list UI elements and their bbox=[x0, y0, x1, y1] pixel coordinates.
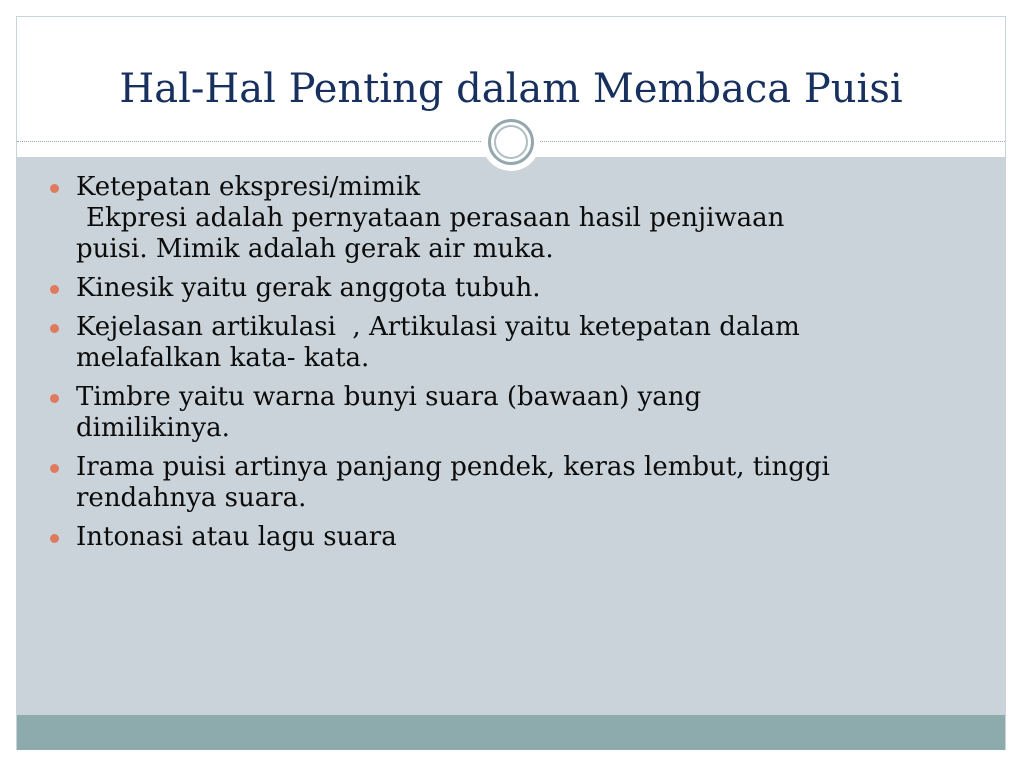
bottom-band bbox=[17, 715, 1005, 750]
bullet-item bbox=[30, 312, 980, 374]
bullet-dot-icon bbox=[50, 464, 59, 473]
circle-ornament-icon bbox=[482, 113, 540, 171]
bullet-item bbox=[30, 273, 980, 304]
bullet-dot-icon bbox=[50, 285, 59, 294]
bullet-dot-icon bbox=[50, 534, 59, 543]
bullet-text: Timbre yaitu warna bunyi suara (bawaan) yang bbox=[76, 382, 702, 412]
slide-title: Hal-Hal Penting dalam Membaca Puisi bbox=[119, 66, 903, 112]
bullet-item bbox=[30, 382, 980, 444]
bullet-subtext: puisi. Mimik adalah gerak air muka. bbox=[76, 234, 554, 264]
bullet-item bbox=[30, 452, 980, 514]
bullet-list bbox=[30, 172, 980, 561]
bullet-text: dimilikinya. bbox=[76, 413, 230, 443]
bullet-text: melafalkan kata- kata. bbox=[76, 343, 370, 373]
bullet-text: Intonasi atau lagu suara bbox=[76, 522, 397, 552]
bullet-text: Ketepatan ekspresi/mimik bbox=[76, 172, 421, 202]
bullet-item bbox=[30, 172, 980, 265]
bullet-dot-icon bbox=[50, 324, 59, 333]
bullet-subtext: Ekpresi adalah pernyataan perasaan hasil penjiwaan bbox=[86, 203, 785, 233]
bullet-text: Kinesik yaitu gerak anggota tubuh. bbox=[76, 273, 541, 303]
ornament-inner-ring bbox=[494, 125, 528, 159]
bullet-text: rendahnya suara. bbox=[76, 483, 307, 513]
bullet-item bbox=[30, 522, 980, 553]
bullet-dot-icon bbox=[50, 394, 59, 403]
bullet-dot-icon bbox=[50, 184, 59, 193]
bullet-text: Irama puisi artinya panjang pendek, keras lembut, tinggi bbox=[76, 452, 830, 482]
bullet-text: Kejelasan artikulasi , Artikulasi yaitu ketepatan dalam bbox=[76, 312, 800, 342]
